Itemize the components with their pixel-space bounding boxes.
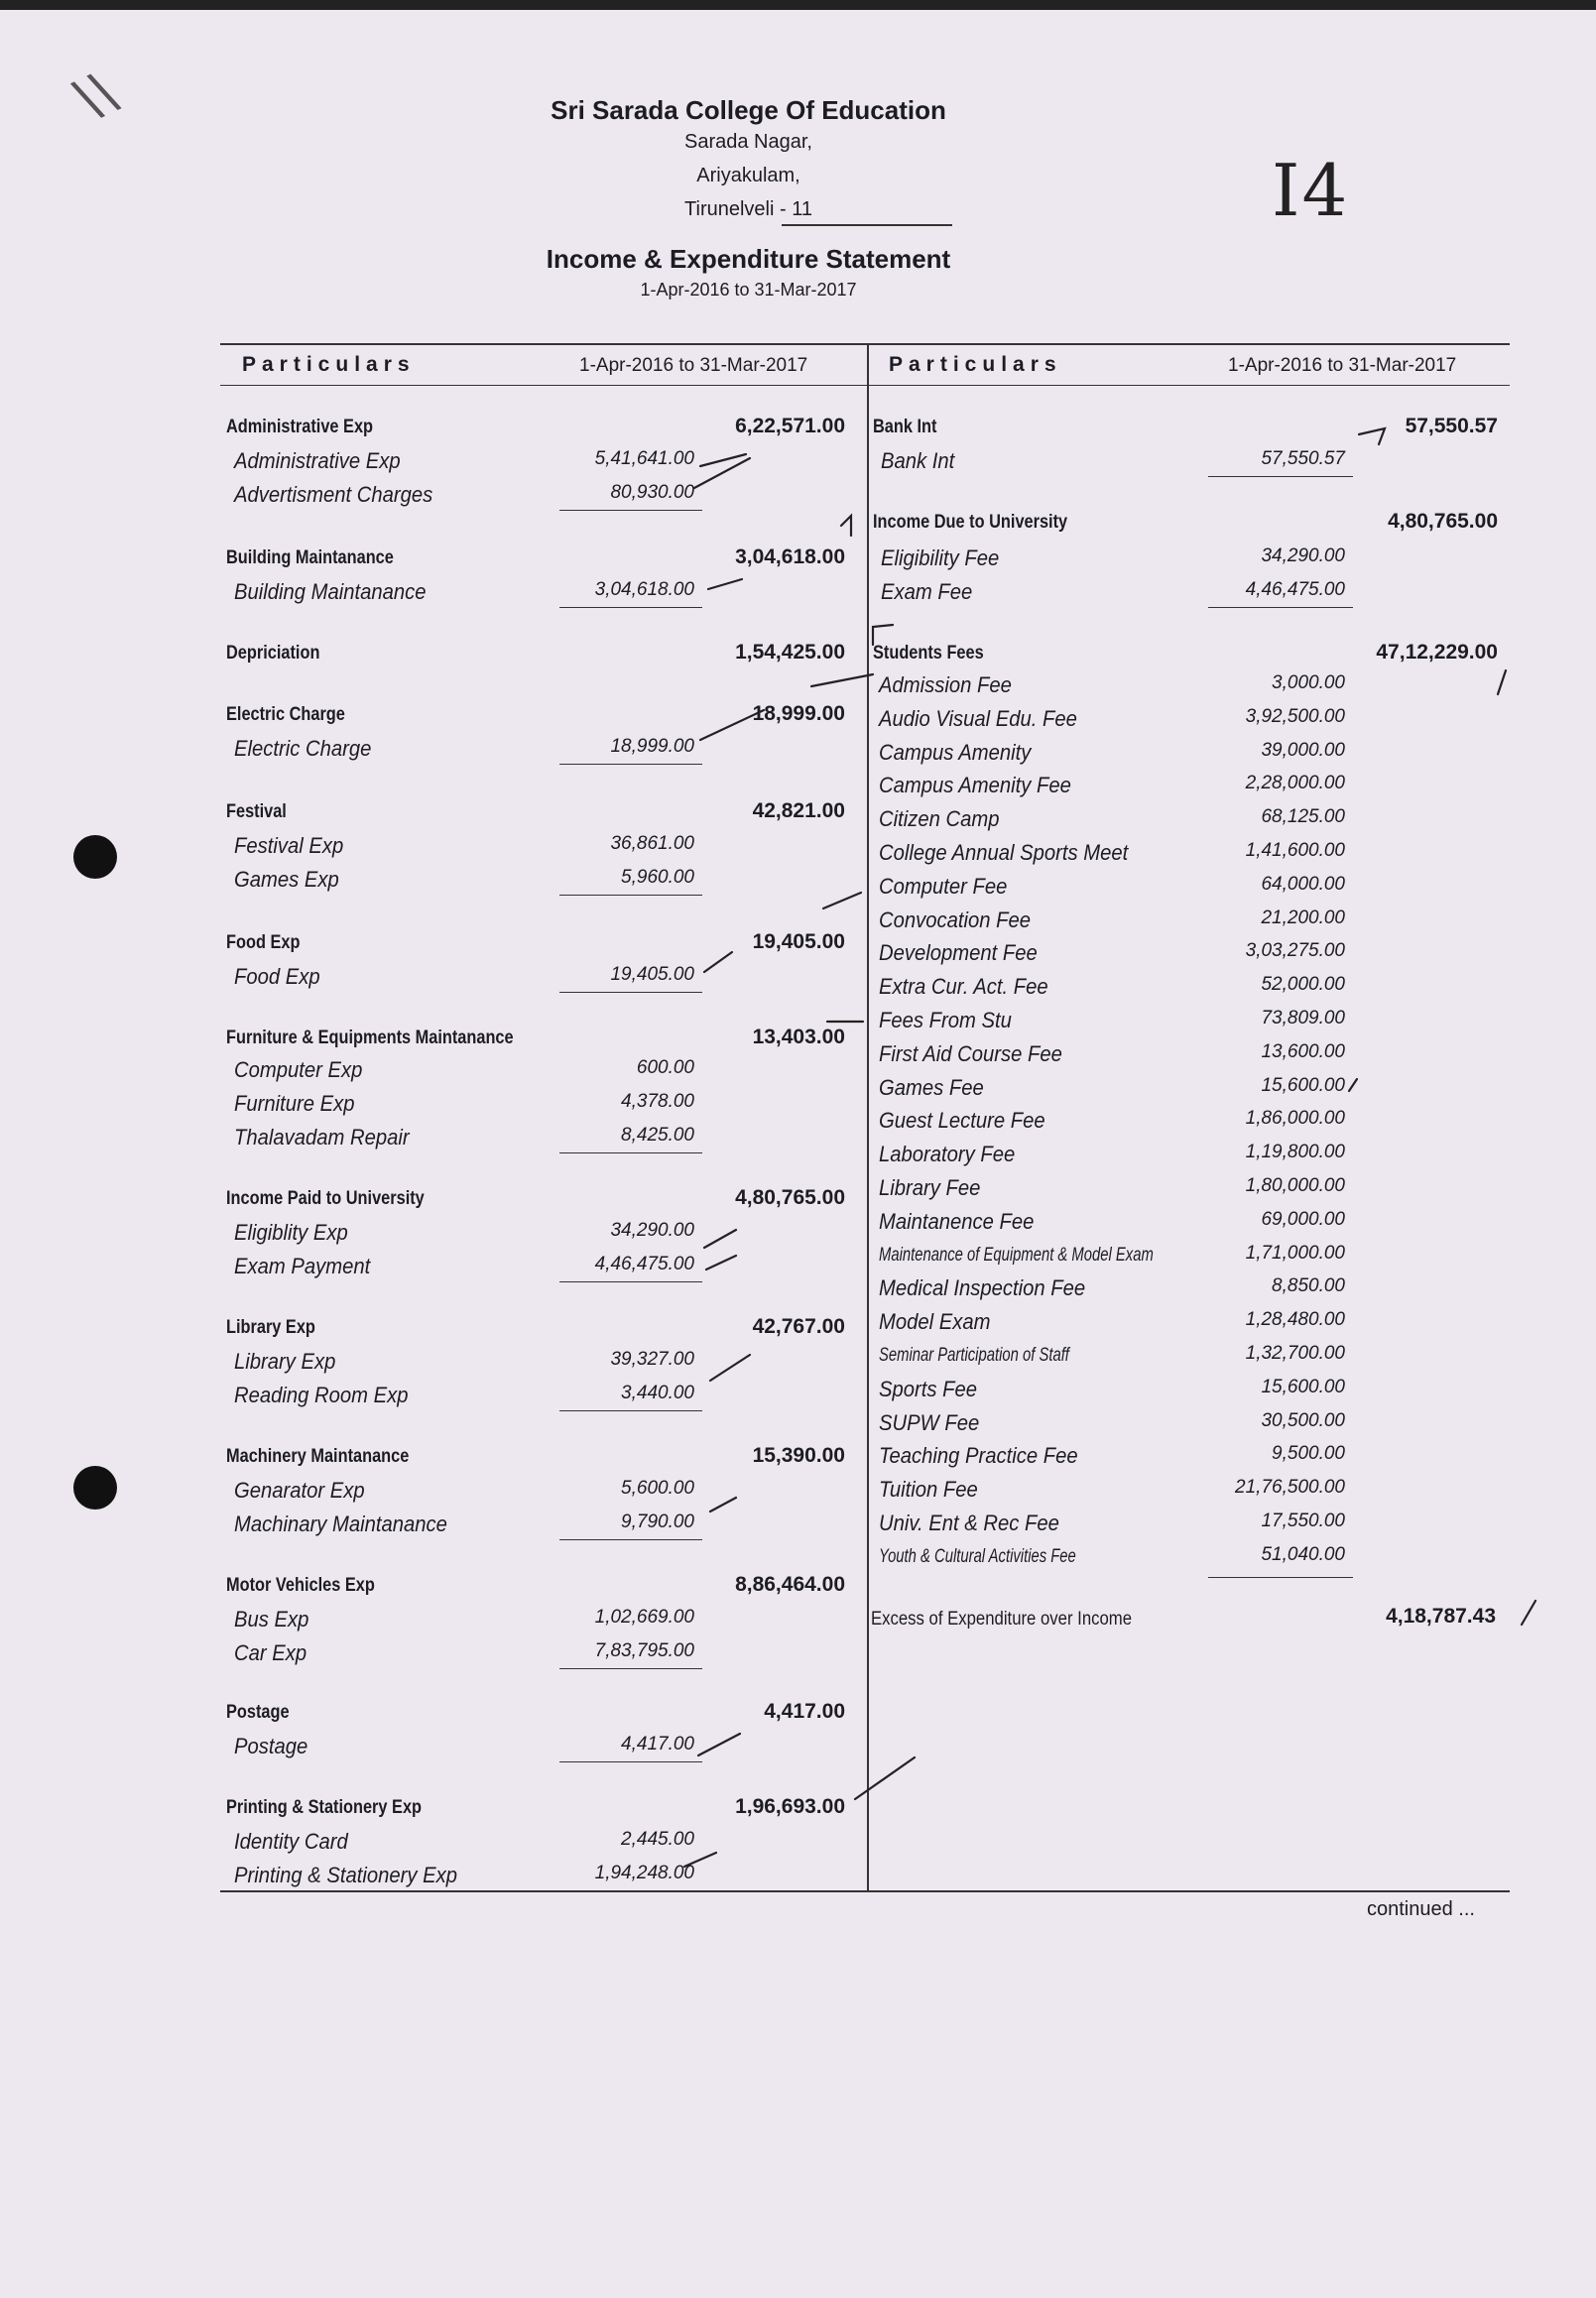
inc-item-amount: 1,80,000.00 <box>1245 1175 1345 1196</box>
exp-group-total: 18,999.00 <box>752 702 845 725</box>
inc-group-total: 4,80,765.00 <box>1388 510 1498 533</box>
exp-item: Identity Card <box>234 1829 348 1854</box>
exp-group-total: 1,54,425.00 <box>735 641 845 664</box>
inc-item: College Annual Sports Meet <box>879 840 1129 865</box>
exp-group-total: 4,80,765.00 <box>735 1186 845 1209</box>
inc-item: Eligibility Fee <box>881 545 1000 570</box>
exp-item-amount: 1,94,248.00 <box>594 1863 694 1883</box>
college-name: Sri Sarada College Of Education <box>551 95 946 125</box>
exp-item: Bus Exp <box>234 1607 309 1632</box>
exp-item-amount: 4,417.00 <box>621 1734 694 1754</box>
exp-group-depreciation: Depriciation <box>226 643 320 664</box>
exp-group-furniture: Furniture & Equipments Maintanance <box>226 1028 514 1048</box>
left-column-header: Particulars <box>242 353 416 376</box>
inc-item-amount: 3,03,275.00 <box>1245 940 1345 961</box>
excess-expenditure-label: Excess of Expenditure over Income <box>871 1609 1133 1630</box>
excess-expenditure-amount: 4,18,787.43 <box>1386 1605 1496 1628</box>
inc-group-university: Income Due to University <box>873 512 1068 533</box>
inc-item: Campus Amenity Fee <box>879 773 1071 797</box>
exp-group-total: 42,821.00 <box>752 799 845 822</box>
exp-item-amount: 5,600.00 <box>621 1478 694 1499</box>
exp-item: Postage <box>234 1734 308 1758</box>
exp-item-amount: 39,327.00 <box>610 1349 694 1370</box>
exp-group-total: 1,96,693.00 <box>735 1795 845 1818</box>
inc-item: First Aid Course Fee <box>879 1041 1062 1066</box>
exp-item: Furniture Exp <box>234 1091 355 1116</box>
inc-group-total: 57,550.57 <box>1405 415 1498 437</box>
exp-group-total: 6,22,571.00 <box>735 415 845 437</box>
exp-group-food: Food Exp <box>226 932 301 953</box>
exp-item: Electric Charge <box>234 736 372 761</box>
exp-item: Food Exp <box>234 964 320 989</box>
inc-item: Games Fee <box>879 1075 984 1100</box>
inc-item: Univ. Ent & Rec Fee <box>879 1511 1059 1535</box>
exp-item: Car Exp <box>234 1640 307 1665</box>
inc-item: Bank Int <box>881 448 955 473</box>
exp-item-amount: 7,83,795.00 <box>594 1640 694 1661</box>
exp-item: Eligiblity Exp <box>234 1220 348 1245</box>
exp-group-printing: Printing & Stationery Exp <box>226 1797 423 1818</box>
inc-item-amount: 1,71,000.00 <box>1245 1243 1345 1264</box>
inc-item: Admission Fee <box>879 672 1012 697</box>
exp-group-postage: Postage <box>226 1702 290 1723</box>
exp-item-amount: 5,960.00 <box>621 867 694 888</box>
inc-item: Library Fee <box>879 1175 981 1200</box>
exp-item: Library Exp <box>234 1349 336 1374</box>
exp-item-amount: 34,290.00 <box>610 1220 694 1241</box>
inc-item: Citizen Camp <box>879 806 1000 831</box>
inc-item-amount: 69,000.00 <box>1261 1209 1345 1230</box>
exp-group-festival: Festival <box>226 801 287 822</box>
exp-group-electric: Electric Charge <box>226 704 345 725</box>
inc-group-students-fees: Students Fees <box>873 643 984 664</box>
exp-group-machinery: Machinery Maintanance <box>226 1446 410 1467</box>
exp-item: Genarator Exp <box>234 1478 365 1503</box>
handwritten-slash-mark: \\ <box>65 59 125 131</box>
inc-item-amount: 17,550.00 <box>1261 1511 1345 1531</box>
inc-item-amount: 3,000.00 <box>1272 672 1345 693</box>
inc-item-amount: 4,46,475.00 <box>1245 579 1345 600</box>
inc-item: Sports Fee <box>879 1377 978 1401</box>
exp-item: Building Maintanance <box>234 579 427 604</box>
inc-item-amount: 9,500.00 <box>1272 1443 1345 1464</box>
inc-item: SUPW Fee <box>879 1410 980 1435</box>
exp-group-building: Building Maintanance <box>226 547 394 568</box>
inc-item-amount: 1,28,480.00 <box>1245 1309 1345 1330</box>
inc-item: Medical Inspection Fee <box>879 1275 1086 1300</box>
address-line-2: Ariyakulam, <box>696 165 800 186</box>
inc-item-amount: 21,76,500.00 <box>1235 1477 1345 1498</box>
inc-item-amount: 34,290.00 <box>1261 545 1345 566</box>
exp-group-total: 42,767.00 <box>752 1315 845 1338</box>
inc-item-amount: 15,600.00 <box>1261 1075 1345 1096</box>
exp-group-motor: Motor Vehicles Exp <box>226 1575 375 1596</box>
exp-item: Festival Exp <box>234 833 344 858</box>
inc-item-amount: 1,32,700.00 <box>1245 1343 1345 1364</box>
inc-item: Development Fee <box>879 940 1038 965</box>
exp-item-amount: 2,445.00 <box>621 1829 694 1850</box>
inc-item-amount: 8,850.00 <box>1272 1275 1345 1296</box>
exp-group-administrative: Administrative Exp <box>226 417 374 437</box>
exp-group-university: Income Paid to University <box>226 1188 425 1209</box>
exp-group-library: Library Exp <box>226 1317 315 1338</box>
exp-item-amount: 9,790.00 <box>621 1512 694 1532</box>
exp-item: Advertisment Charges <box>234 482 433 507</box>
exp-item-amount: 5,41,641.00 <box>594 448 694 469</box>
handwritten-page-mark: I4 <box>1272 149 1350 232</box>
exp-item: Games Exp <box>234 867 339 892</box>
inc-item-amount: 73,809.00 <box>1261 1008 1345 1028</box>
exp-group-total: 4,417.00 <box>764 1700 845 1723</box>
exp-item: Computer Exp <box>234 1057 363 1082</box>
inc-item: Laboratory Fee <box>879 1142 1016 1166</box>
right-column-header: Particulars <box>889 353 1062 376</box>
inc-item: Maintenance of Equipment & Model Exam <box>879 1245 1154 1266</box>
exp-item-amount: 600.00 <box>636 1057 694 1078</box>
inc-item-amount: 2,28,000.00 <box>1245 773 1345 793</box>
inc-item: Guest Lecture Fee <box>879 1108 1045 1133</box>
inc-item-amount: 64,000.00 <box>1261 874 1345 895</box>
exp-item: Machinary Maintanance <box>234 1512 447 1536</box>
exp-group-total: 19,405.00 <box>752 930 845 953</box>
exp-item: Exam Payment <box>234 1254 371 1278</box>
inc-item-amount: 15,600.00 <box>1261 1377 1345 1397</box>
inc-item: Tuition Fee <box>879 1477 978 1502</box>
inc-item-amount: 39,000.00 <box>1261 740 1345 761</box>
continued-note: continued ... <box>1367 1898 1475 1920</box>
exp-item-amount: 8,425.00 <box>621 1125 694 1146</box>
exp-item-amount: 4,46,475.00 <box>594 1254 694 1274</box>
inc-item: Audio Visual Edu. Fee <box>879 706 1077 731</box>
exp-item-amount: 4,378.00 <box>621 1091 694 1112</box>
inc-item-amount: 30,500.00 <box>1261 1410 1345 1431</box>
exp-group-total: 13,403.00 <box>752 1026 845 1048</box>
exp-item-amount: 3,440.00 <box>621 1383 694 1403</box>
exp-item: Printing & Stationery Exp <box>234 1863 458 1887</box>
exp-item: Reading Room Exp <box>234 1383 409 1407</box>
exp-item: Thalavadam Repair <box>234 1125 410 1149</box>
exp-item-amount: 36,861.00 <box>610 833 694 854</box>
exp-item-amount: 3,04,618.00 <box>594 579 694 600</box>
inc-item: Computer Fee <box>879 874 1008 899</box>
inc-item-amount: 57,550.57 <box>1261 448 1345 469</box>
address-line-3: Tirunelveli - 11 <box>684 198 812 220</box>
exp-item: Administrative Exp <box>234 448 401 473</box>
inc-item-amount: 1,41,600.00 <box>1245 840 1345 861</box>
inc-group-bank-interest: Bank Int <box>873 417 937 437</box>
inc-item-amount: 21,200.00 <box>1261 907 1345 928</box>
exp-item-amount: 80,930.00 <box>610 482 694 503</box>
exp-group-total: 15,390.00 <box>752 1444 845 1467</box>
inc-item-amount: 13,600.00 <box>1261 1041 1345 1062</box>
right-column-period: 1-Apr-2016 to 31-Mar-2017 <box>1228 355 1457 376</box>
inc-item: Youth & Cultural Activities Fee <box>879 1546 1076 1567</box>
inc-item-amount: 1,86,000.00 <box>1245 1108 1345 1129</box>
exp-item-amount: 1,02,669.00 <box>594 1607 694 1628</box>
statement-title: Income & Expenditure Statement <box>546 244 951 274</box>
inc-item: Exam Fee <box>881 579 973 604</box>
exp-group-total: 3,04,618.00 <box>735 545 845 568</box>
inc-item: Campus Amenity <box>879 740 1032 765</box>
inc-item-amount: 3,92,500.00 <box>1245 706 1345 727</box>
inc-item: Convocation Fee <box>879 907 1032 932</box>
statement-period: 1-Apr-2016 to 31-Mar-2017 <box>640 280 857 300</box>
exp-group-total: 8,86,464.00 <box>735 1573 845 1596</box>
inc-item: Maintanence Fee <box>879 1209 1035 1234</box>
inc-item: Fees From Stu <box>879 1008 1012 1032</box>
inc-item: Extra Cur. Act. Fee <box>879 974 1048 999</box>
inc-item: Seminar Participation of Staff <box>879 1345 1069 1366</box>
inc-item-amount: 51,040.00 <box>1261 1544 1345 1565</box>
inc-item: Model Exam <box>879 1309 991 1334</box>
exp-item-amount: 19,405.00 <box>610 964 694 985</box>
inc-group-total: 47,12,229.00 <box>1376 641 1498 664</box>
address-line-1: Sarada Nagar, <box>684 131 812 153</box>
inc-item-amount: 1,19,800.00 <box>1245 1142 1345 1162</box>
exp-item-amount: 18,999.00 <box>610 736 694 757</box>
inc-item-amount: 68,125.00 <box>1261 806 1345 827</box>
left-column-period: 1-Apr-2016 to 31-Mar-2017 <box>579 355 808 376</box>
inc-item-amount: 52,000.00 <box>1261 974 1345 995</box>
inc-item: Teaching Practice Fee <box>879 1443 1078 1468</box>
